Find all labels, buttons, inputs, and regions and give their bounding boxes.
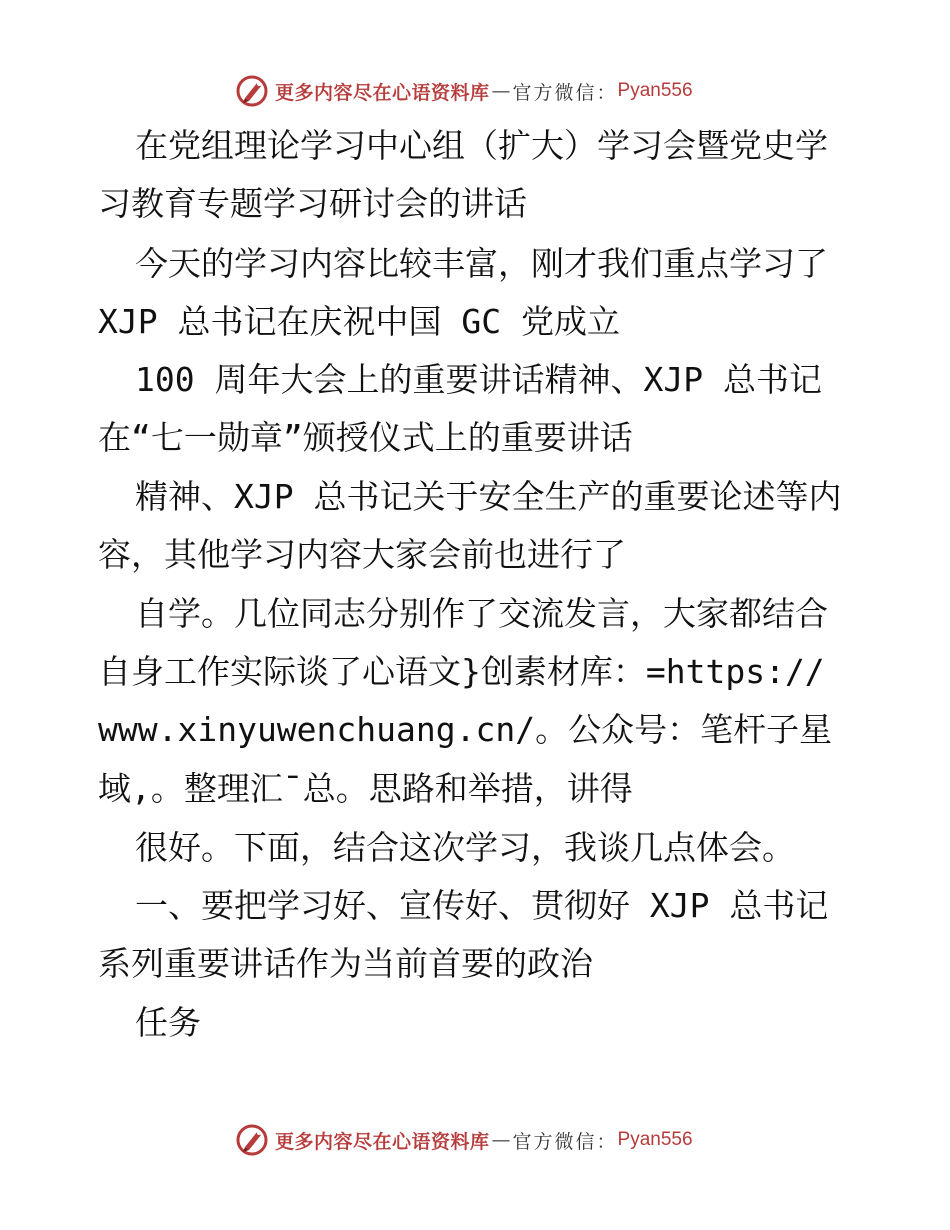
paragraph-line: 今天的学习内容比较丰富，刚才我们重点学习了 bbox=[135, 244, 828, 283]
paragraph-line: 100 周年大会上的重要讲话精神、XJP 总书记 bbox=[135, 360, 822, 399]
footer-banner bbox=[235, 1120, 693, 1160]
paragraph-line: 容，其他学习内容大家会前也进行了 bbox=[98, 535, 626, 574]
banner-wechat-id: Pyan556 bbox=[617, 1129, 693, 1150]
banner-wechat-label: 官方微信： bbox=[512, 1130, 618, 1153]
paragraph-line: 在“七一勋章”颁授仪式上的重要讲话 bbox=[98, 418, 633, 457]
pen-logo-icon bbox=[235, 74, 269, 108]
header-banner bbox=[235, 71, 693, 111]
banner-separator: — bbox=[491, 1129, 511, 1151]
section-heading-line: 一、要把学习好、宣传好、贯彻好 XJP 总书记 bbox=[135, 886, 829, 925]
document-title-line: 在党组理论学习中心组（扩大）学习会暨党史学 bbox=[135, 126, 828, 165]
section-heading-line: 任务 bbox=[135, 1003, 201, 1042]
paragraph-line: 自身工作实际谈了心语文}创素材库：=https:// bbox=[98, 652, 825, 691]
section-heading-line: 系列重要讲话作为当前首要的政治 bbox=[98, 944, 593, 983]
banner-wechat-label: 官方微信： bbox=[512, 81, 618, 104]
paragraph-line: 精神、XJP 总书记关于安全生产的重要论述等内 bbox=[135, 477, 842, 516]
banner-title: 更多内容尽在心语资料库 bbox=[275, 1130, 490, 1153]
paragraph-line: 很好。下面，结合这次学习，我谈几点体会。 bbox=[135, 828, 795, 867]
pen-logo-icon bbox=[235, 1123, 269, 1157]
banner-title: 更多内容尽在心语资料库 bbox=[275, 81, 490, 104]
banner-separator: — bbox=[491, 80, 511, 102]
banner-wechat-id: Pyan556 bbox=[617, 80, 693, 101]
paragraph-line: 域,。整理汇¯总。思路和举措，讲得 bbox=[98, 769, 633, 808]
paragraph-line: XJP 总书记在庆祝中国 GC 党成立 bbox=[98, 302, 620, 341]
paragraph-line: 自学。几位同志分别作了交流发言，大家都结合 bbox=[135, 594, 828, 633]
document-title-line: 习教育专题学习研讨会的讲话 bbox=[98, 184, 527, 223]
paragraph-line: www.xinyuwenchuang.cn/。公众号：笔杆子星 bbox=[98, 710, 833, 749]
